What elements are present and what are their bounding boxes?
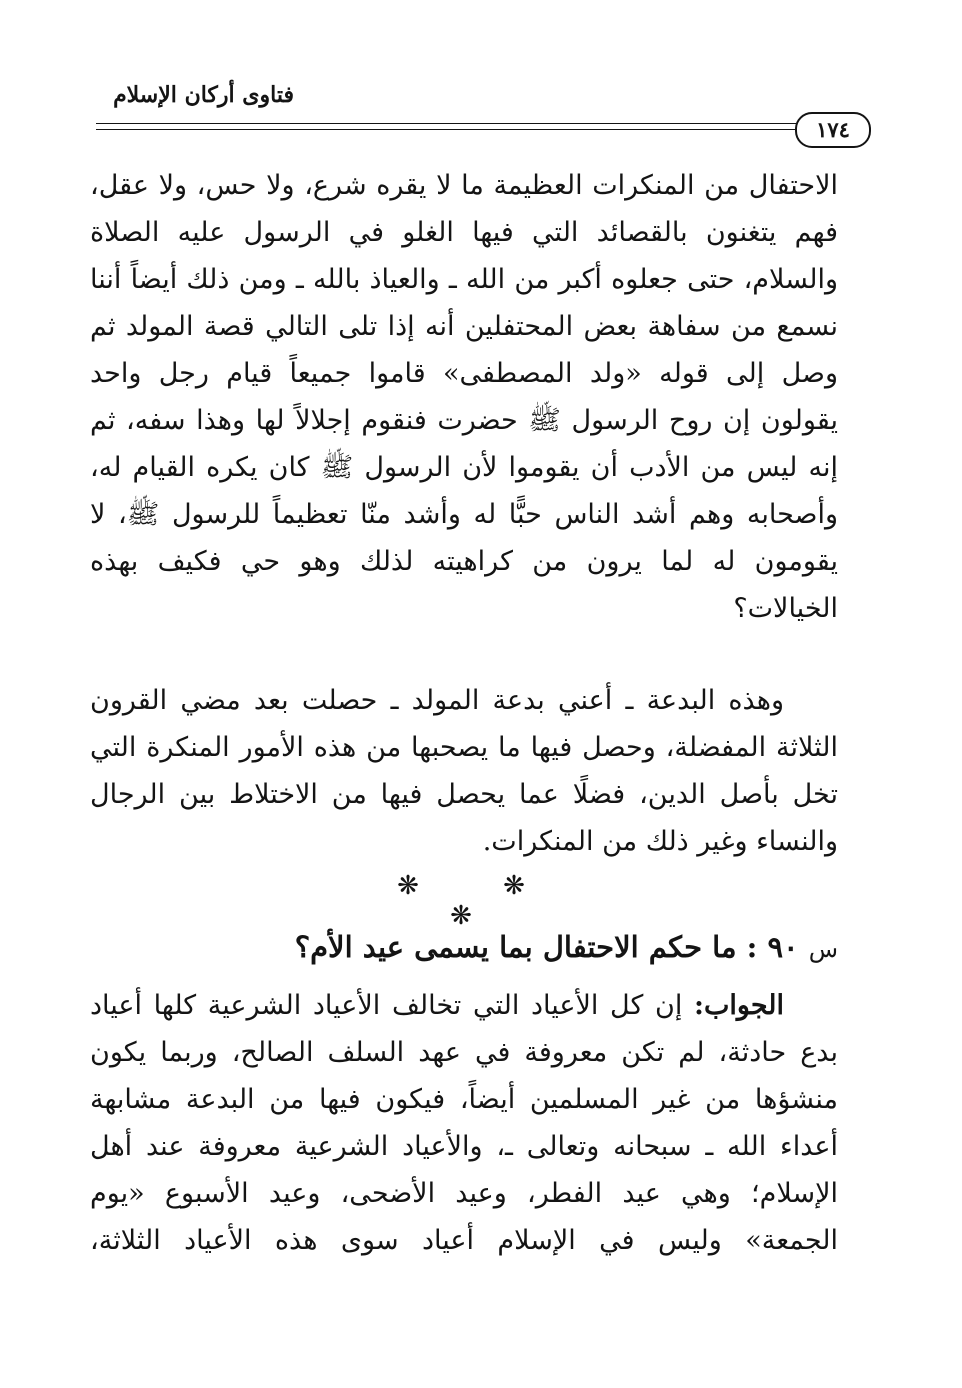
header-rule-top [96, 123, 796, 124]
paragraph-mawlid-continuation [90, 162, 838, 632]
question-marker: س [808, 935, 838, 963]
answer-paragraph [90, 982, 838, 1264]
question-colon: : [746, 930, 758, 964]
paragraph-bidah [90, 677, 838, 865]
question-text: ما حكم الاحتفال بما يسمى عيد الأم؟ [294, 930, 737, 964]
paragraph-text: وهذه البدعة ـ أعني بدعة المولد ـ حصلت بعد مضي القرون الثلاثة المفضلة، وحصل فيها ما يصحبها من هذه الأمور المنكرة التي تخل بأصل الدين، فضلًا عما يحصل فيها من الاختلاط بين الرجال والنساء وغير ذلك من المنكرات. [90, 685, 838, 857]
answer-body [90, 982, 838, 1264]
page-number: ١٧٤ [795, 112, 871, 148]
section-separator: ❋ ❋ ❋ [397, 871, 563, 931]
paragraph-text: الاحتفال من المنكرات العظيمة ما لا يقره شرع، ولا حس، ولا عقل، فهم يتغنون بالقصائد التي فيها الغلو في الرسول عليه الصلاة والسلام، حتى جعلوه أكبر من الله ـ والعياذ بالله ـ ومن ذلك أيضاً أننا نسمع من سفاهة بعض المحتفلين أنه إذا تلى التالي قصة المولد ثم وصل إلى قوله «ولد المصطفى» قاموا جميعاً قيام رجل واحد يقولون إن روح الرسول ﷺ حضرت فنقوم إجلالاً لها وهذا سفه، ثم إنه ليس من الأدب أن يقوموا لأن الرسول ﷺ كان يكره القيام له، وأصحابه وهم أشد الناس حبًّا له وأشد منّا تعظيماً للرسول ﷺ، لا يقومون له لما يرون من كراهيته لذلك وهو حي فكيف بهذه الخيالات؟ [90, 170, 838, 624]
header-rule-bottom [96, 129, 796, 130]
question-heading [295, 930, 838, 964]
running-title: فتاوى أركان الإسلام [113, 82, 294, 108]
question-number: ٩٠ [767, 930, 799, 964]
answer-lead: الجواب: [693, 990, 784, 1021]
answer-text: إن كل الأعياد التي تخالف الأعياد الشرعية كلها أعياد بدع حادثة، لم تكن معروفة في عهد السلف الصالح، وربما يكون منشؤها من غير المسلمين أيضاً، فيكون فيها من البدعة مشابهة أعداء الله ـ سبحانه وتعالى ـ، والأعياد الشرعية معروفة عند أهل الإسلام؛ وهي عيد الفطر، وعيد الأضحى، وعيد الأسبوع «يوم الجمعة» وليس في الإسلام أعياد سوى هذه الأعياد الثلاثة، [90, 990, 838, 1256]
